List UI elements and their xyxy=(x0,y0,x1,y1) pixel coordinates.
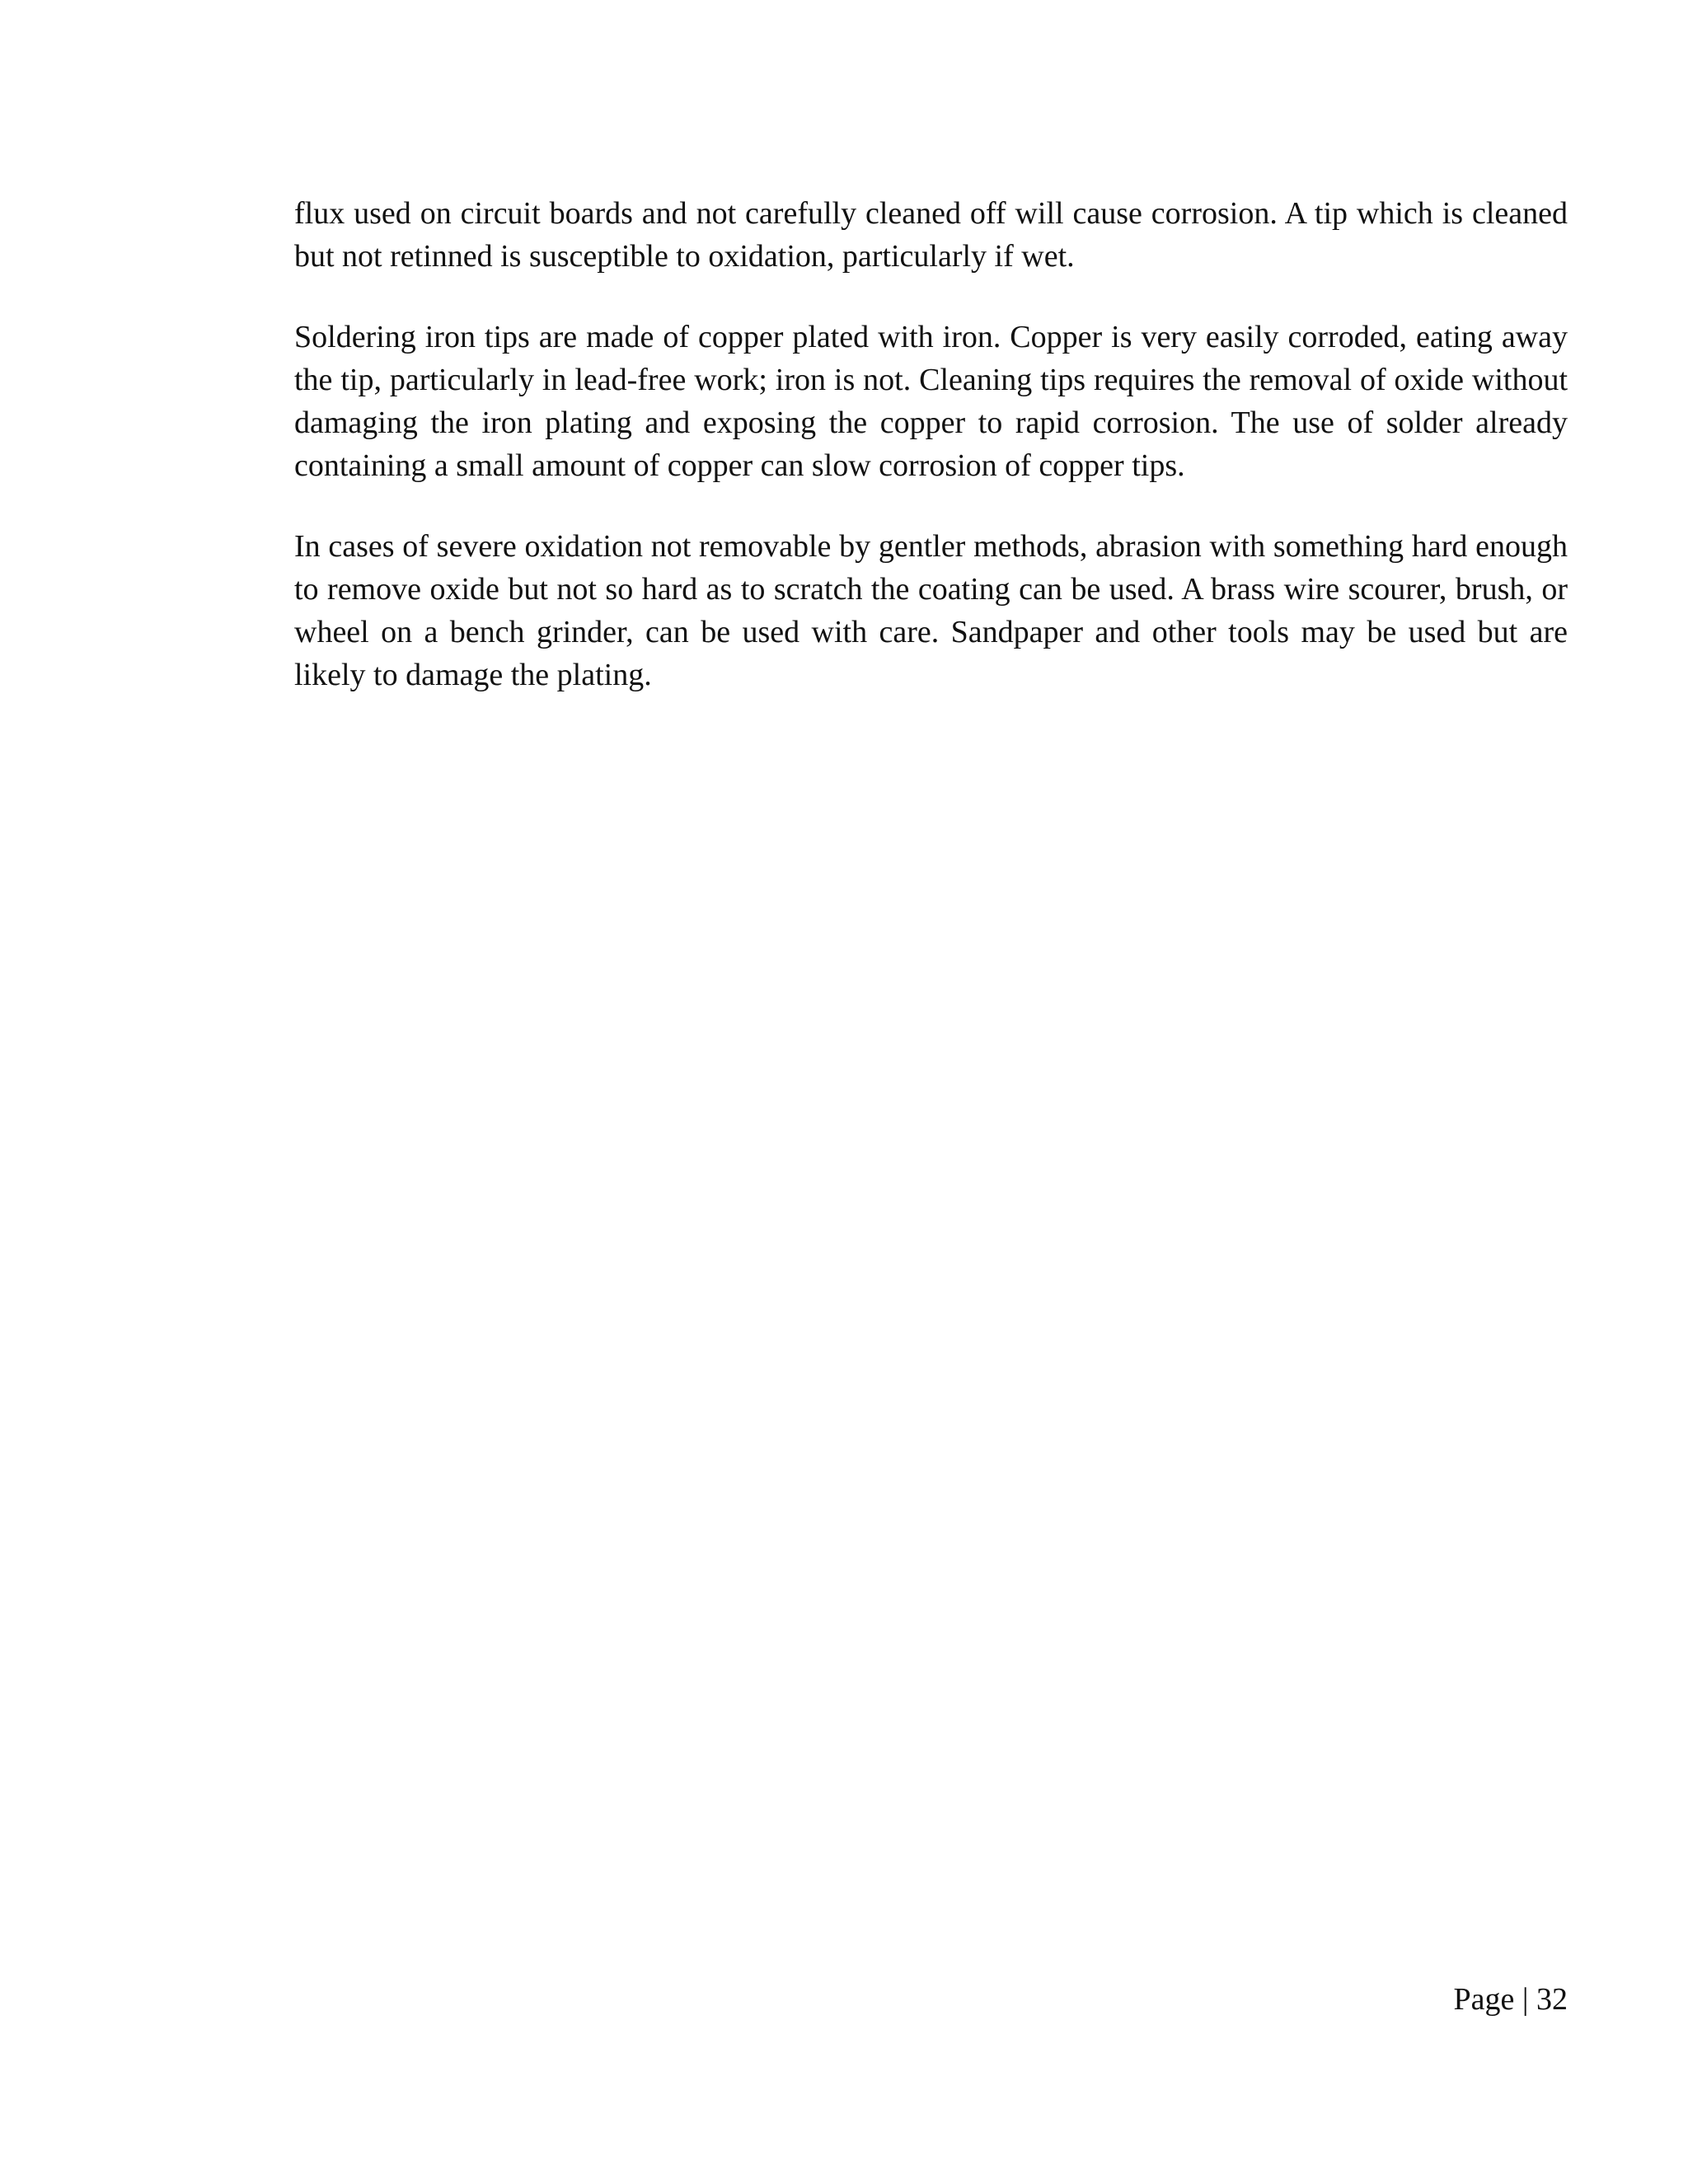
page-number-footer: Page | 32 xyxy=(1453,1982,1568,2017)
paragraph: flux used on circuit boards and not carefully cleaned off will cause corrosion. A tip which is cleaned but not retinned is susceptible to oxidation, particularly if wet. xyxy=(294,196,1568,274)
paragraph: Soldering iron tips are made of copper plated with iron. Copper is very easily corroded, eating away the tip, particularly in lead-free work; iron is not. Cleaning tips requires the removal of oxide without damaging the iron plating and exposing the copper to rapid corrosion. The use of solder already containing a small amount of copper can slow corrosion of copper tips. xyxy=(294,320,1568,483)
paragraph: In cases of severe oxidation not removable by gentler methods, abrasion with something hard enough to remove oxide but not so hard as to scratch the coating can be used. A brass wire scourer, brush, or wheel on a bench grinder, can be used with care. Sandpaper and other tools may be used but are likely to damage the plating. xyxy=(294,529,1568,692)
body-text xyxy=(294,192,1568,734)
